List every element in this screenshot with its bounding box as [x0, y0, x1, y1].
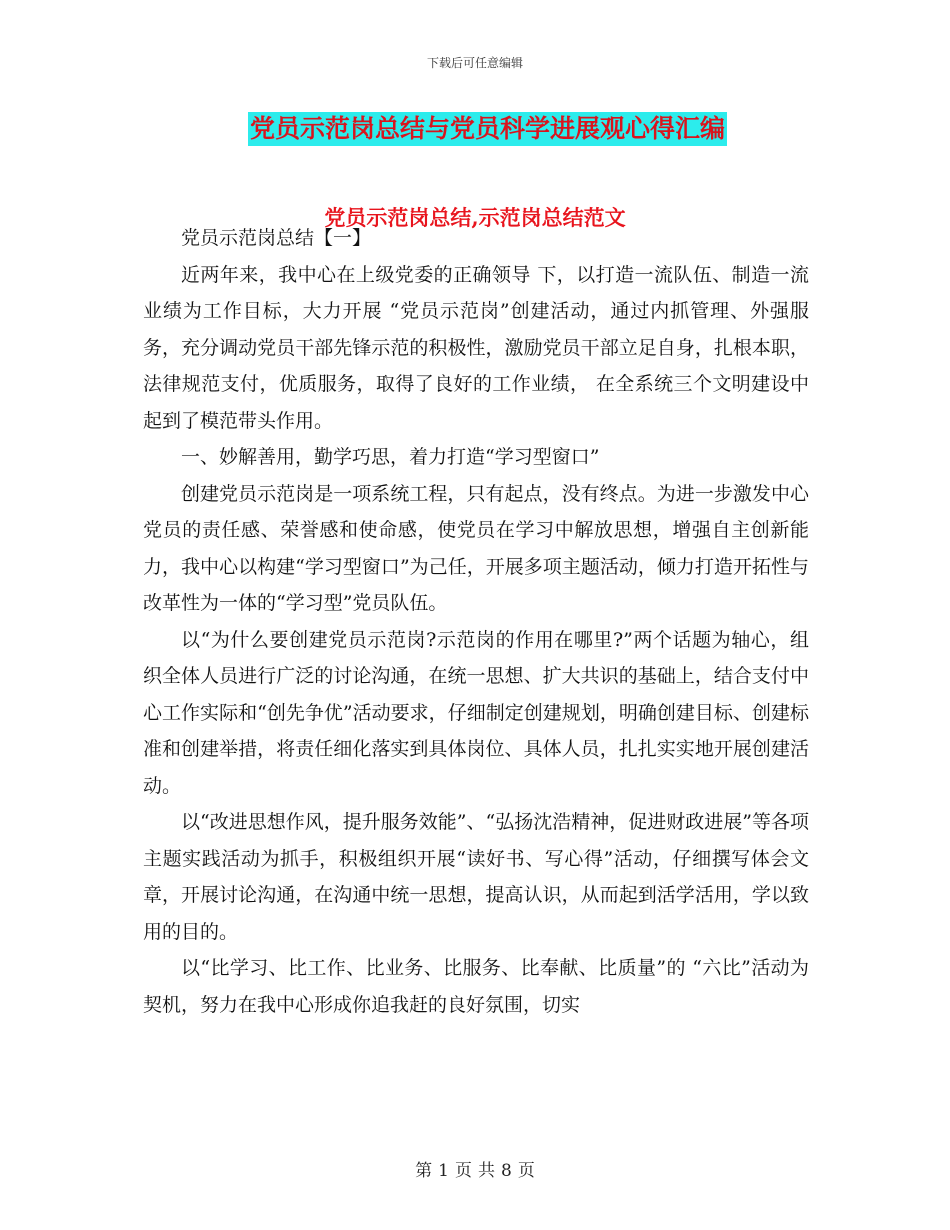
paragraph: 以“比学习、比工作、比业务、比服务、比奉献、比质量”的 “六比”活动为契机，努力在我中心形成你追我赶的良好氛围，切实 [143, 957, 809, 1016]
footer-label-unit2: 页 [517, 1161, 535, 1181]
page-footer [0, 1156, 950, 1181]
paragraph: 近两年来，我中心在上级党委的正确领导 下，以打造一流队伍、制造一流业绩为工作目标，大力开展 “党员示范岗”创建活动，通过内抓管理、外强服务，充分调动党员干部先锋示范的积极性，激励党员干部立足自身，扎根本职，法律规范支付，优质服务，取得了良好的工作业绩， 在全系统三个文明建设中起到了模范带头作用。 [143, 263, 809, 432]
main-title: 党员示范岗总结与党员科学进展观心得汇编 [248, 112, 727, 146]
paragraph: 以“为什么要创建党员示范岗?示范岗的作用在哪里?”两个话题为轴心，组织全体人员进行广泛的讨论沟通，在统一思想、扩大共识的基础上，结合支付中心工作实际和“创先争优”活动要求，仔细制定创建规划，明确创建目标、创建标准和创建举措，将责任细化落实到具体岗位、具体人员，扎扎实实地开展创建活动。 [143, 628, 809, 797]
footer-label-unit: 页 [455, 1161, 472, 1181]
section-subheading: 一、妙解善用，勤学巧思，着力打造“学习型窗口” [181, 446, 600, 468]
total-pages-number: 8 [501, 1161, 512, 1181]
footer-label-total: 共 [478, 1161, 495, 1181]
section-heading: 党员示范岗总结【一】 [181, 227, 372, 249]
current-page-number: 1 [438, 1161, 449, 1181]
header-note: 下载后可任意编辑 [426, 56, 523, 70]
document-body [143, 220, 809, 1023]
paragraph: 创建党员示范岗是一项系统工程，只有起点，没有终点。为进一步激发中心党员的责任感、荣誉感和使命感，使党员在学习中解放思想，增强自主创新能力，我中心以构建“学习型窗口”为己任，开展多项主题活动，倾力打造开拓性与改革性为一体的“学习型”党员队伍。 [143, 482, 809, 614]
sub-title: 党员示范岗总结,示范岗总结范文 [324, 205, 626, 230]
footer-label-page: 第 [415, 1161, 433, 1181]
paragraph: 以“改进思想作风，提升服务效能”、“弘扬沈浩精神，促进财政进展”等各项主题实践活动为抓手，积极组织开展“读好书、写心得”活动，仔细撰写体会文章，开展讨论沟通，在沟通中统一思想，提高认识，从而起到活学活用，学以致用的目的。 [143, 811, 809, 943]
